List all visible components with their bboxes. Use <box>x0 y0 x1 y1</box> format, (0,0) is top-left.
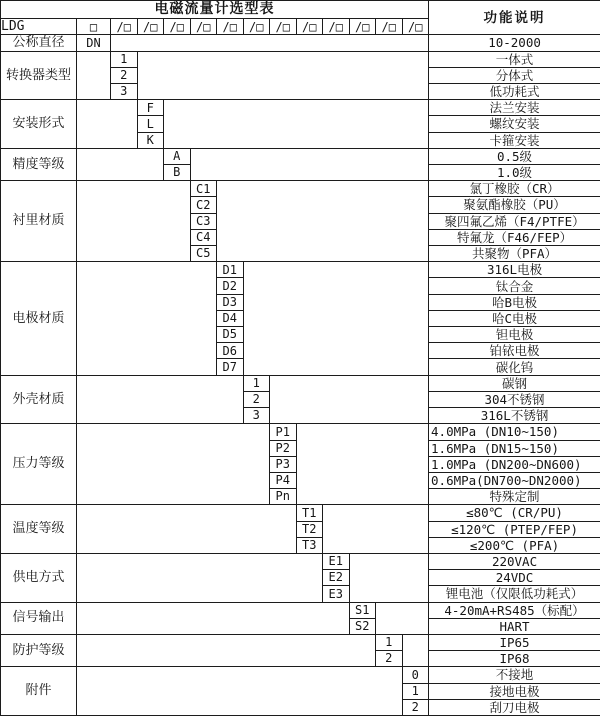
code-cell: 2 <box>111 67 138 83</box>
category-label: 温度等级 <box>1 505 77 554</box>
code-cell: D2 <box>217 278 244 294</box>
function-desc: HART <box>429 618 600 634</box>
function-desc: 低功耗式 <box>429 84 600 100</box>
gap-cell <box>270 375 429 424</box>
gap-cell <box>77 553 323 602</box>
function-desc: 卡箍安装 <box>429 132 600 148</box>
code-cell: C1 <box>190 181 217 197</box>
function-desc: 4.0MPa (DN10~150) <box>429 424 600 440</box>
function-desc: 螺纹安装 <box>429 116 600 132</box>
category-label: 电极材质 <box>1 262 77 375</box>
category-label: 安装形式 <box>1 100 77 149</box>
category-label: 信号输出 <box>1 602 77 634</box>
code-slot-box: /□ <box>270 19 297 35</box>
table-row <box>1 51 600 67</box>
code-cell: C5 <box>190 246 217 262</box>
category-label: 精度等级 <box>1 148 77 180</box>
function-desc: ≤80℃ (CR/PU) <box>429 505 600 521</box>
code-slot-box: /□ <box>243 19 270 35</box>
gap-cell <box>217 181 429 262</box>
function-desc: 4-20mA+RS485（标配） <box>429 602 600 618</box>
code-slot-box: /□ <box>217 19 244 35</box>
function-desc: 铂铱电极 <box>429 343 600 359</box>
code-slot-box: /□ <box>323 19 350 35</box>
code-cell: 1 <box>402 683 429 699</box>
code-cell: D1 <box>217 262 244 278</box>
code-slot-box: /□ <box>137 19 164 35</box>
code-cell: S2 <box>349 618 376 634</box>
function-desc: 聚氨酯橡胶（PU） <box>429 197 600 213</box>
gap-cell <box>77 262 217 375</box>
gap-cell <box>77 100 138 149</box>
code-cell: 1 <box>376 634 403 650</box>
category-label: 供电方式 <box>1 553 77 602</box>
gap-cell <box>243 262 429 375</box>
function-desc: 特氟龙（F46/FEP） <box>429 229 600 245</box>
code-cell: D6 <box>217 343 244 359</box>
gap-cell <box>77 424 270 505</box>
function-desc: 碳化钨 <box>429 359 600 375</box>
gap-cell <box>77 667 403 716</box>
table-row <box>1 181 600 197</box>
code-cell: 0 <box>402 667 429 683</box>
function-desc: 316L电极 <box>429 262 600 278</box>
function-desc: 接地电极 <box>429 683 600 699</box>
table-row <box>1 262 600 278</box>
code-cell: P1 <box>270 424 297 440</box>
function-desc: 1.6MPa (DN15~150) <box>429 440 600 456</box>
gap-cell <box>77 602 350 634</box>
code-cell: E1 <box>323 553 350 569</box>
function-desc: 钽电极 <box>429 327 600 343</box>
table-row <box>1 553 600 569</box>
code-cell: 1 <box>243 375 270 391</box>
function-desc: 哈C电极 <box>429 310 600 326</box>
table-row <box>1 667 600 683</box>
table-row <box>1 35 600 51</box>
table-row <box>1 100 600 116</box>
code-cell: 3 <box>111 84 138 100</box>
code-cell: 2 <box>243 391 270 407</box>
category-label: 转换器类型 <box>1 51 77 100</box>
gap-cell <box>77 181 191 262</box>
code-cell: L <box>137 116 164 132</box>
code-cell: T2 <box>296 521 323 537</box>
function-desc: 哈B电极 <box>429 294 600 310</box>
code-cell: A <box>164 148 191 164</box>
gap-cell <box>111 35 429 51</box>
function-desc: 0.5级 <box>429 148 600 164</box>
table-row <box>1 505 600 521</box>
gap-cell <box>77 148 164 180</box>
model-prefix: LDG <box>1 19 77 35</box>
function-desc: IP65 <box>429 634 600 650</box>
gap-cell <box>77 51 111 100</box>
code-cell: D7 <box>217 359 244 375</box>
code-slot-box: /□ <box>296 19 323 35</box>
function-desc: 一体式 <box>429 51 600 67</box>
code-cell: 2 <box>402 699 429 715</box>
gap-cell <box>349 553 429 602</box>
code-cell: E3 <box>323 586 350 602</box>
code-cell: B <box>164 165 191 181</box>
function-desc: 1.0MPa (DN200~DN600) <box>429 456 600 472</box>
code-slot-box: /□ <box>164 19 191 35</box>
code-cell: DN <box>77 35 111 51</box>
function-desc: 钛合金 <box>429 278 600 294</box>
code-cell: E2 <box>323 570 350 586</box>
gap-cell <box>137 51 429 100</box>
function-desc: 1.0级 <box>429 165 600 181</box>
function-desc: 锂电池（仅限低功耗式） <box>429 586 600 602</box>
gap-cell <box>190 148 429 180</box>
code-cell: D5 <box>217 327 244 343</box>
function-desc: 220VAC <box>429 553 600 569</box>
category-label: 防护等级 <box>1 634 77 666</box>
function-desc: IP68 <box>429 651 600 667</box>
code-cell: 2 <box>376 651 403 667</box>
code-cell: C2 <box>190 197 217 213</box>
function-desc: 316L不锈钢 <box>429 408 600 424</box>
gap-cell <box>77 634 376 666</box>
page-title: 电磁流量计选型表 <box>1 1 429 19</box>
function-desc: 碳钢 <box>429 375 600 391</box>
code-cell: T3 <box>296 537 323 553</box>
code-cell: 3 <box>243 408 270 424</box>
category-label: 公称直径 <box>1 35 77 51</box>
table-row <box>1 602 600 618</box>
code-cell: P3 <box>270 456 297 472</box>
category-label: 外壳材质 <box>1 375 77 424</box>
table-row <box>1 148 600 164</box>
function-desc: 0.6MPa(DN700~DN2000) <box>429 472 600 488</box>
table-row <box>1 424 600 440</box>
code-cell: C3 <box>190 213 217 229</box>
function-desc: 10-2000 <box>429 35 600 51</box>
code-cell: D4 <box>217 310 244 326</box>
table-row <box>1 634 600 650</box>
table-header-row <box>1 1 600 19</box>
code-slot-box: /□ <box>190 19 217 35</box>
code-cell: Pn <box>270 489 297 505</box>
gap-cell <box>402 634 429 666</box>
code-cell: K <box>137 132 164 148</box>
function-desc: 304不锈钢 <box>429 391 600 407</box>
gap-cell <box>77 505 297 554</box>
gap-cell <box>77 375 244 424</box>
code-cell: P4 <box>270 472 297 488</box>
code-slot-box: □ <box>77 19 111 35</box>
code-cell: C4 <box>190 229 217 245</box>
category-label: 压力等级 <box>1 424 77 505</box>
function-desc: 分体式 <box>429 67 600 83</box>
gap-cell <box>164 100 429 149</box>
function-desc: 刮刀电极 <box>429 699 600 715</box>
category-label: 附件 <box>1 667 77 716</box>
function-desc: 法兰安装 <box>429 100 600 116</box>
code-slot-box: /□ <box>349 19 376 35</box>
gap-cell <box>296 424 429 505</box>
function-desc: 不接地 <box>429 667 600 683</box>
function-desc: ≤200℃ (PFA) <box>429 537 600 553</box>
gap-cell <box>376 602 429 634</box>
code-cell: F <box>137 100 164 116</box>
category-label: 衬里材质 <box>1 181 77 262</box>
function-desc: 氯丁橡胶（CR） <box>429 181 600 197</box>
code-cell: S1 <box>349 602 376 618</box>
code-cell: 1 <box>111 51 138 67</box>
gap-cell <box>323 505 429 554</box>
function-desc: 特殊定制 <box>429 489 600 505</box>
function-desc: 聚四氟乙烯（F4/PTFE） <box>429 213 600 229</box>
code-slot-box: /□ <box>402 19 429 35</box>
code-cell: T1 <box>296 505 323 521</box>
function-desc: 24VDC <box>429 570 600 586</box>
function-desc: 共聚物（PFA） <box>429 246 600 262</box>
code-slot-box: /□ <box>111 19 138 35</box>
table-row <box>1 375 600 391</box>
function-desc: ≤120℃ (PTEP/FEP) <box>429 521 600 537</box>
code-cell: D3 <box>217 294 244 310</box>
code-slot-box: /□ <box>376 19 403 35</box>
function-column-header: 功能说明 <box>429 1 600 35</box>
code-cell: P2 <box>270 440 297 456</box>
